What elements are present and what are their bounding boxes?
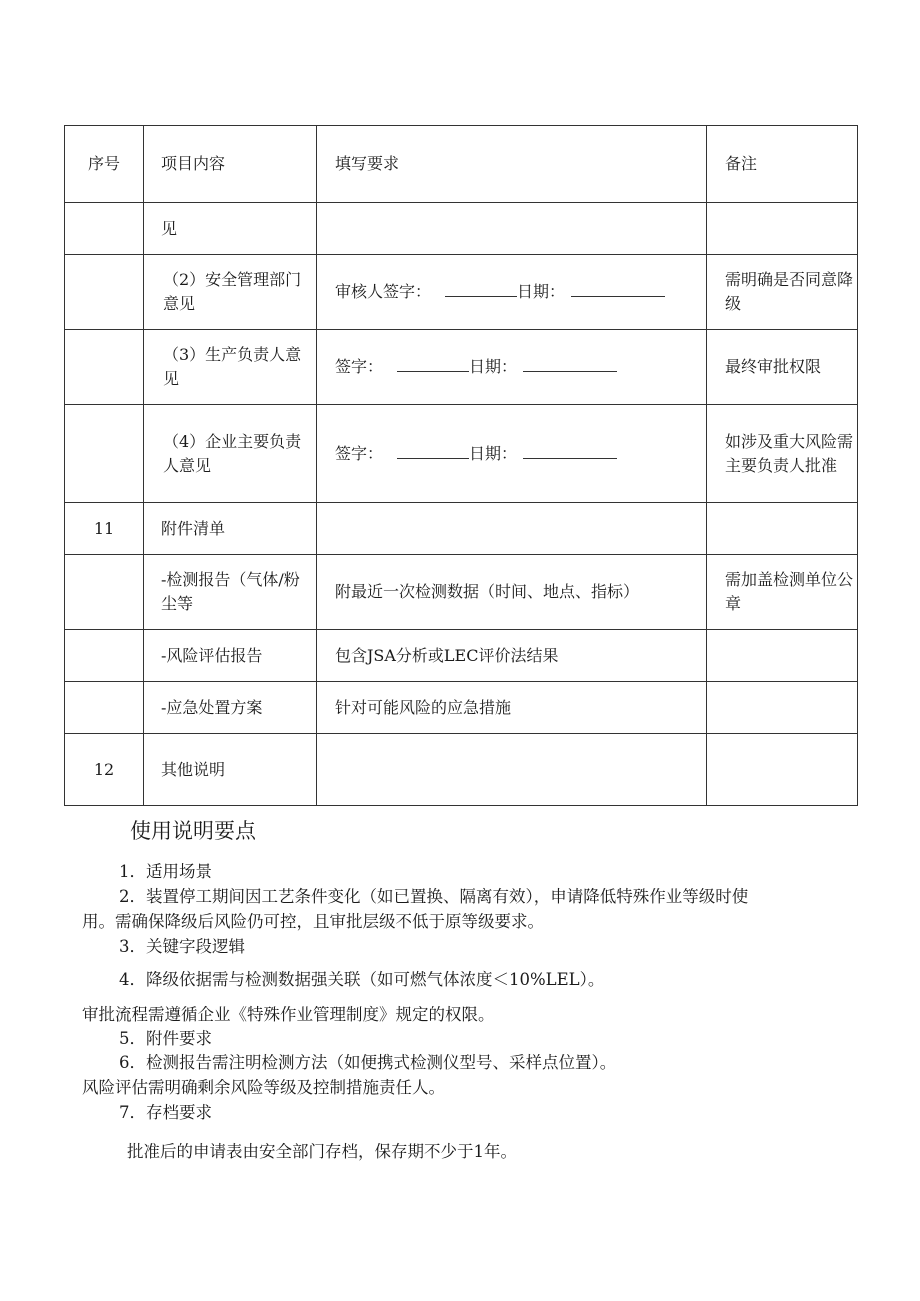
note-line: 风险评估需明确剩余风险等级及控制措施责任人。 [82,1078,445,1097]
header-num: 序号 [65,126,144,203]
date-blank[interactable] [571,280,665,297]
row-req [317,734,707,806]
row-note [707,203,858,255]
row-num [65,555,144,630]
note-line: 1．适用场景 [119,862,212,881]
row-req: 附最近一次检测数据（时间、地点、指标） [317,555,707,630]
row-item: 其他说明 [144,734,317,806]
row-item: （2）安全管理部门意见 [144,255,317,330]
signature-label: 审核人签字： [335,282,432,301]
note-line: 用。需确保降级后风险仍可控，且审批层级不低于原等级要求。 [82,912,544,931]
table-row [65,330,858,405]
signature-label: 签字： [335,357,384,376]
note-line: 3．关键字段逻辑 [119,937,245,956]
row-req: 针对可能风险的应急措施 [317,682,707,734]
date-label: 日期： [517,282,566,301]
row-num [65,330,144,405]
row-note: 如涉及重大风险需主要负责人批准 [707,405,858,503]
row-req [317,503,707,555]
row-note [707,734,858,806]
row-item: （3）生产负责人意见 [144,330,317,405]
note-line: 5．附件要求 [119,1029,212,1048]
row-num [65,682,144,734]
row-note [707,682,858,734]
signature-label: 签字： [335,443,384,463]
row-item: -风险评估报告 [144,630,317,682]
row-req [317,330,707,405]
row-req [317,203,707,255]
application-form-table [64,125,858,806]
row-num: 12 [65,734,144,806]
row-item: 附件清单 [144,503,317,555]
table-row [65,255,858,330]
table-row [65,734,858,806]
table-row [65,630,858,682]
date-blank[interactable] [523,442,617,459]
notes-heading: 使用说明要点 [130,819,256,843]
row-num [65,203,144,255]
table-row [65,555,858,630]
note-line: 批准后的申请表由安全部门存档，保存期不少于1年。 [127,1142,517,1161]
row-item: -检测报告（气体/粉尘等 [144,555,317,630]
row-num [65,405,144,503]
date-label: 日期： [469,443,518,463]
table-header-row [65,126,858,203]
row-note: 需加盖检测单位公章 [707,555,858,630]
note-line: 6．检测报告需注明检测方法（如便携式检测仪型号、采样点位置）。 [119,1053,617,1072]
date-blank[interactable] [523,355,617,372]
row-num [65,630,144,682]
row-req [317,255,707,330]
signature-blank[interactable] [397,355,469,372]
row-note [707,630,858,682]
row-note: 需明确是否同意降级 [707,255,858,330]
row-num [65,255,144,330]
row-note [707,503,858,555]
row-num: 11 [65,503,144,555]
note-line: 审批流程需遵循企业《特殊作业管理制度》规定的权限。 [82,1005,495,1024]
row-item: -应急处置方案 [144,682,317,734]
header-item: 项目内容 [144,126,317,203]
date-label: 日期： [469,357,518,376]
header-note: 备注 [707,126,858,203]
row-item: 见 [144,203,317,255]
row-note: 最终审批权限 [707,330,858,405]
table-row [65,682,858,734]
note-line: 4．降级依据需与检测数据强关联（如可燃气体浓度＜10%LEL）。 [119,970,605,989]
row-req: 包含JSA分析或LEC评价法结果 [317,630,707,682]
table-row [65,203,858,255]
note-line: 7．存档要求 [119,1103,212,1122]
row-item: （4）企业主要负责人意见 [144,405,317,503]
signature-blank[interactable] [397,442,469,459]
table-row [65,405,858,503]
header-req: 填写要求 [317,126,707,203]
signature-blank[interactable] [445,280,517,297]
note-line: 2．装置停工期间因工艺条件变化（如已置换、隔离有效），申请降低特殊作业等级时使 [119,887,749,906]
table-row [65,503,858,555]
row-req [317,405,707,503]
